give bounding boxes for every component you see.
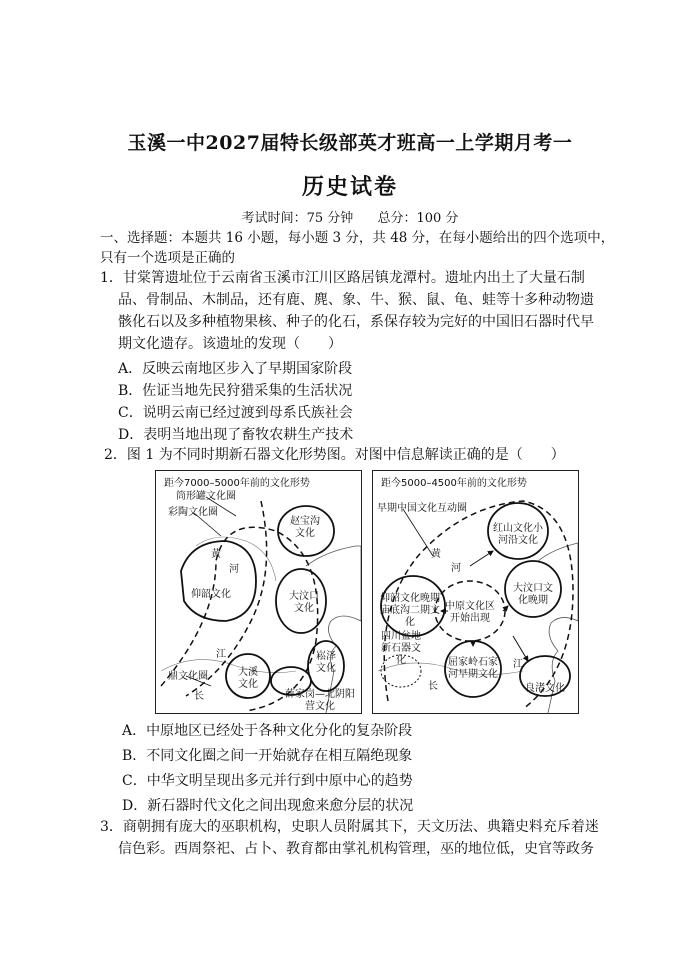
map-2-label-sichuan: 四川盆地新石器文化: [381, 631, 421, 666]
exam-title: 玉溪一中2027届特长级部英才班高一上学期月考一: [127, 132, 573, 154]
q3-line-1: 3．商朝拥有庞大的巫职机构，史职人员附属其下，天文历法、典籍史料充斥着迷: [100, 819, 599, 835]
map-2-label-hongshan: 红山文化小河沿文化: [493, 523, 543, 546]
map-2-label-dawenkou-late: 大汶口文化晚期: [513, 583, 553, 606]
q1-option-d: D．表明当地出现了畜牧农耕生产技术: [118, 427, 354, 443]
map-1-caption: 距今7000–5000年前的文化形势: [164, 478, 310, 489]
exam-subtitle: 历史试卷: [301, 174, 398, 200]
exam-score: 总分：100 分: [377, 211, 459, 226]
map-2-label-he: 河: [451, 563, 461, 574]
map-1-label-xuejiagang: 薛家岗—北阴阳营文化: [285, 689, 355, 712]
map-2-label-yangshao-late: 仰韶文化晚期庙底沟二期文化: [380, 593, 440, 628]
map-1-label-songze: 崧泽文化: [316, 651, 336, 674]
map-1-label-daxi: 大溪文化: [238, 667, 258, 690]
map-2-label-huang: 黄: [431, 549, 441, 560]
q1-option-a: A．反映云南地区步入了早期国家阶段: [118, 361, 353, 377]
q2-option-c: C．中华文明呈现出多元并行到中原中心的趋势: [122, 773, 413, 789]
map-2-label-liangzhu: 良渚文化: [525, 683, 565, 694]
map-2-caption: 距今5000–4500年前的文化形势: [381, 478, 527, 489]
map-1-label-he: 河: [229, 564, 239, 575]
q2-option-a: A．中原地区已经处于各种文化分化的复杂阶段: [122, 723, 413, 739]
q1-line-1: 1．甘棠箐遗址位于云南省玉溪市江川区路居镇龙潭村。遗址内出土了大量石制: [100, 270, 585, 286]
q1-line-4: 期文化遗存。该遗址的发现（ ）: [118, 336, 342, 352]
map-1-label-zhaobaogou: 赵宝沟文化: [290, 516, 320, 539]
map-1-label-jiang: 江: [216, 649, 226, 660]
q1-option-b: B．佐证当地先民狩猎采集的生活状况: [118, 383, 353, 399]
map-1-label-caitao: 彩陶文化圈: [168, 507, 218, 518]
map-2: [372, 470, 579, 714]
exam-meta: [0, 207, 700, 226]
q3-line-2: 信色彩。西周祭祀、占卜、教育都由掌礼机构管理，巫的地位低，史官等政务: [118, 841, 594, 857]
map-2-label-qujialing: 屈家岭石家河早期文化: [448, 657, 498, 680]
map-2-label-chang: 长: [428, 681, 438, 692]
map-1-label-dawenkou: 大汶口文化: [289, 591, 319, 614]
map-2-label-hudongquan: 早期中国文化互动圈: [377, 503, 467, 514]
map-1-label-yangshao: 仰韶文化: [191, 589, 231, 600]
map-1-label-chang: 长: [194, 691, 204, 702]
map-2-label-jiang: 江: [513, 659, 523, 670]
section-instructions-line2: 只有一个选项是正确的: [100, 250, 235, 266]
q2-option-d: D．新石器时代文化之间出现愈来愈分层的状况: [122, 798, 414, 814]
map-2-label-zhongyuan: 中原文化区开始出现: [445, 601, 495, 624]
q2-stem: 2．图 1 为不同时期新石器文化形势图。对图中信息解读正确的是（ ）: [104, 447, 565, 463]
q1-line-2: 品、骨制品、木制品，还有鹿、麂、象、牛、猴、鼠、龟、蛙等十多种动物遗: [118, 292, 594, 308]
map-1: [155, 470, 362, 714]
map-1-label-tongxingguan: 筒形罐文化圈: [176, 491, 236, 502]
section-instructions-line1: 一、选择题：本题共 16 小题，每小题 3 分，共 48 分，在每小题给出的四个选项中，: [100, 230, 615, 246]
map-1-label-huang: 黄: [211, 549, 221, 560]
q2-option-b: B．不同文化圈之间一开始就存在相互隔绝现象: [122, 748, 413, 764]
q1-option-c: C．说明云南已经过渡到母系氏族社会: [118, 405, 353, 421]
exam-time: 考试时间：75 分钟: [241, 211, 354, 226]
q1-line-3: 骸化石以及多种植物果核、种子的化石，系保存较为完好的中国旧石器时代早: [118, 314, 594, 330]
map-1-label-ding: 鼎文化圈: [168, 671, 208, 682]
